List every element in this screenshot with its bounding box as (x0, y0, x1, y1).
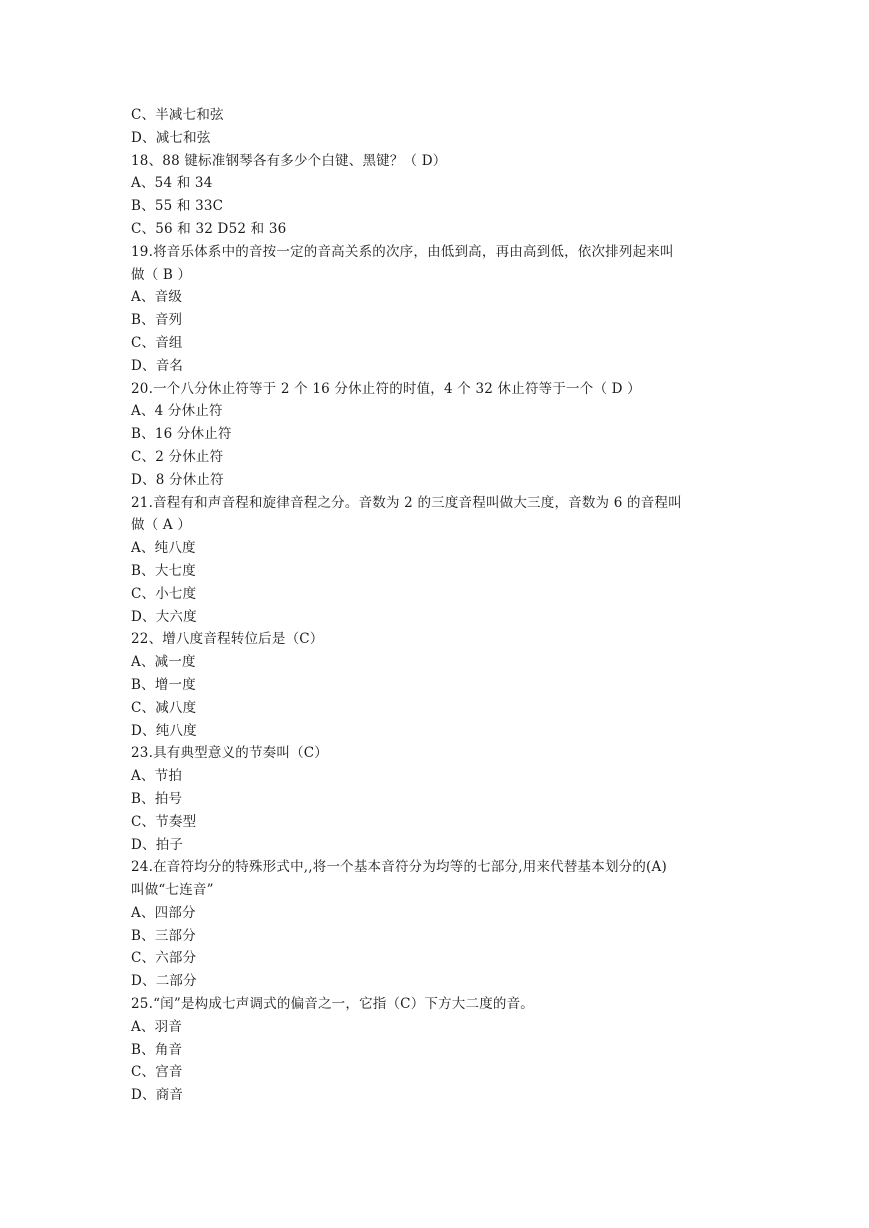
option-line: B、增一度 (131, 676, 196, 693)
option-line: B、55 和 33C (131, 198, 224, 215)
option-line: C、2 分休止符 (131, 448, 224, 465)
option-line: A、减一度 (131, 654, 196, 671)
option-line: C、减八度 (131, 699, 197, 716)
question-line: 叫做“七连音” (131, 882, 214, 899)
option-line: D、音名 (131, 357, 184, 374)
option-line: D、拍子 (131, 836, 184, 853)
option-line: D、减七和弦 (131, 129, 211, 146)
option-line: A、4 分休止符 (131, 403, 223, 420)
option-line: B、三部分 (131, 927, 196, 944)
question-line: 23.具有典型意义的节奏叫（C） (131, 745, 328, 762)
question-line: 20.一个八分休止符等于 2 个 16 分休止符的时值，4 个 32 休止符等于一个（ D ） (131, 380, 641, 397)
option-line: D、纯八度 (131, 722, 197, 739)
option-line: B、16 分休止符 (131, 426, 232, 443)
option-line: D、大六度 (131, 608, 197, 625)
option-line: C、半减七和弦 (131, 107, 224, 123)
question-line: 做（ A ） (131, 517, 192, 534)
question-line: 21.音程有和声音程和旋律音程之分。音数为 2 的三度音程叫做大三度，音数为 6 的音程叫 (131, 494, 682, 511)
question-line: 22、增八度音程转位后是（C） (131, 631, 324, 648)
question-line: 25.“闰”是构成七声调式的偏音之一，它指（C）下方大二度的音。 (131, 996, 535, 1013)
question-line: 24.在音符均分的特殊形式中,,将一个基本音符分为均等的七部分,用来代替基本划分的(A) (131, 859, 667, 876)
question-line: 做（ B ） (131, 266, 192, 283)
option-line: A、纯八度 (131, 540, 196, 557)
option-line: A、54 和 34 (131, 175, 213, 192)
option-line: B、音列 (131, 312, 183, 329)
option-line: C、六部分 (131, 950, 197, 967)
option-line: D、商音 (131, 1087, 184, 1104)
option-line: A、音级 (131, 289, 183, 306)
option-line: C、小七度 (131, 585, 197, 602)
option-line: C、节奏型 (131, 813, 197, 830)
option-line: A、节拍 (131, 768, 183, 785)
option-line: B、大七度 (131, 562, 196, 579)
question-line: 18、88 键标准钢琴各有多少个白键、黑键？（ D） (131, 152, 447, 169)
option-line: A、羽音 (131, 1018, 183, 1035)
option-line: A、四部分 (131, 904, 196, 921)
option-line: B、拍号 (131, 790, 183, 807)
option-line: D、二部分 (131, 973, 197, 990)
option-line: C、宫音 (131, 1064, 183, 1081)
question-line: 19.将音乐体系中的音按一定的音高关系的次序，由低到高，再由高到低，依次排列起来叫 (131, 243, 674, 260)
option-line: D、8 分休止符 (131, 471, 224, 488)
option-line: C、56 和 32 D52 和 36 (131, 220, 287, 237)
option-line: C、音组 (131, 334, 183, 351)
option-line: B、角音 (131, 1041, 183, 1058)
question-text-block (131, 104, 741, 1107)
